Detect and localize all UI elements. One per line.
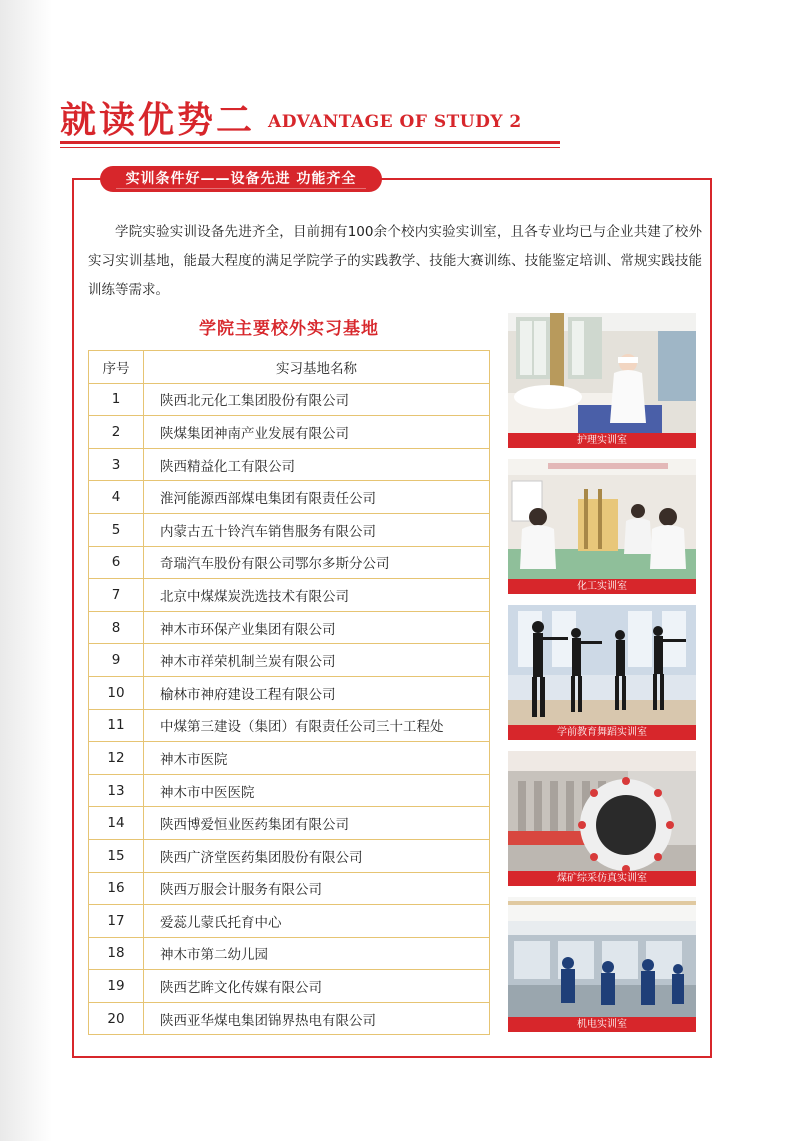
row-index: 1 <box>89 383 144 416</box>
column-header-name: 实习基地名称 <box>144 351 490 384</box>
table-row <box>89 676 490 709</box>
row-index: 3 <box>89 448 144 481</box>
row-index: 11 <box>89 709 144 742</box>
table-row <box>89 742 490 775</box>
table-row <box>89 937 490 970</box>
row-index: 16 <box>89 872 144 905</box>
table-row <box>89 807 490 840</box>
row-index: 12 <box>89 742 144 775</box>
title-rule-thick <box>60 141 560 144</box>
dance-studio-illustration <box>508 605 696 740</box>
base-name: 陕西艺眸文化传媒有限公司 <box>144 970 490 1003</box>
page-title-english: ADVANTAGE OF STUDY 2 <box>268 112 522 132</box>
base-name: 神木市中医医院 <box>144 774 490 807</box>
base-name: 陕西万服会计服务有限公司 <box>144 872 490 905</box>
row-index: 8 <box>89 611 144 644</box>
table-row <box>89 546 490 579</box>
column-header-index: 序号 <box>89 351 144 384</box>
row-index: 9 <box>89 644 144 677</box>
base-name: 淮河能源西部煤电集团有限责任公司 <box>144 481 490 514</box>
base-name: 神木市第二幼儿园 <box>144 937 490 970</box>
coal-mining-lab-illustration <box>508 751 696 886</box>
row-index: 6 <box>89 546 144 579</box>
chemical-lab-illustration <box>508 459 696 594</box>
photo-caption: 化工实训室 <box>508 579 696 594</box>
table-row <box>89 611 490 644</box>
base-name: 神木市环保产业集团有限公司 <box>144 611 490 644</box>
table-row <box>89 416 490 449</box>
base-name: 北京中煤煤炭洗选技术有限公司 <box>144 579 490 612</box>
table-row <box>89 774 490 807</box>
row-index: 18 <box>89 937 144 970</box>
section-heading: 实训条件好——设备先进 功能齐全 <box>100 166 382 192</box>
nursing-lab-illustration <box>508 313 696 448</box>
base-name: 陕西博爱恒业医药集团有限公司 <box>144 807 490 840</box>
internship-bases-table <box>88 350 490 1035</box>
intro-paragraph: 学院实验实训设备先进齐全，目前拥有100余个校内实验实训室，且各专业均已与企业共建了校外实习实训基地，能最大程度的满足学院学子的实践教学、技能大赛训练、技能鉴定培训、常规实践技能训练等需求。 <box>88 224 702 298</box>
row-index: 15 <box>89 839 144 872</box>
base-name: 陕西广济堂医药集团股份有限公司 <box>144 839 490 872</box>
table-row <box>89 839 490 872</box>
row-index: 17 <box>89 905 144 938</box>
table-row <box>89 1002 490 1035</box>
base-name: 神木市医院 <box>144 742 490 775</box>
row-index: 10 <box>89 676 144 709</box>
table-row <box>89 383 490 416</box>
row-index: 5 <box>89 513 144 546</box>
base-name: 奇瑞汽车股份有限公司鄂尔多斯分公司 <box>144 546 490 579</box>
page-title: 就读优势二 <box>60 100 256 141</box>
row-index: 7 <box>89 579 144 612</box>
row-index: 13 <box>89 774 144 807</box>
base-name: 陕西北元化工集团股份有限公司 <box>144 383 490 416</box>
base-name: 陕西亚华煤电集团锦界热电有限公司 <box>144 1002 490 1035</box>
photo-dance-studio <box>508 605 696 740</box>
photo-mechatronics-lab <box>508 897 696 1032</box>
row-index: 19 <box>89 970 144 1003</box>
row-index: 14 <box>89 807 144 840</box>
row-index: 2 <box>89 416 144 449</box>
photo-caption: 护理实训室 <box>508 433 696 448</box>
base-name: 内蒙古五十铃汽车销售服务有限公司 <box>144 513 490 546</box>
table-row <box>89 513 490 546</box>
photo-chemical-lab <box>508 459 696 594</box>
table-header-row <box>89 351 490 384</box>
base-name: 爱蕊儿蒙氏托育中心 <box>144 905 490 938</box>
table-row <box>89 905 490 938</box>
base-name: 陕煤集团神南产业发展有限公司 <box>144 416 490 449</box>
base-name: 中煤第三建设（集团）有限责任公司三十工程处 <box>144 709 490 742</box>
table-row <box>89 448 490 481</box>
table-row <box>89 644 490 677</box>
mechatronics-lab-illustration <box>508 897 696 1032</box>
photo-caption: 煤矿综采仿真实训室 <box>508 871 696 886</box>
title-rule-thin <box>60 147 560 148</box>
page-spine-shadow <box>0 0 52 1141</box>
base-name: 榆林市神府建设工程有限公司 <box>144 676 490 709</box>
table-title: 学院主要校外实习基地 <box>199 319 379 339</box>
base-name: 神木市祥荣机制兰炭有限公司 <box>144 644 490 677</box>
base-name: 陕西精益化工有限公司 <box>144 448 490 481</box>
table-row <box>89 970 490 1003</box>
table-row <box>89 481 490 514</box>
photo-caption: 机电实训室 <box>508 1017 696 1032</box>
table-row <box>89 872 490 905</box>
photo-coal-mining-lab <box>508 751 696 886</box>
table-row <box>89 579 490 612</box>
row-index: 20 <box>89 1002 144 1035</box>
row-index: 4 <box>89 481 144 514</box>
photo-caption: 学前教育舞蹈实训室 <box>508 725 696 740</box>
table-row <box>89 709 490 742</box>
photo-nursing-lab <box>508 313 696 448</box>
